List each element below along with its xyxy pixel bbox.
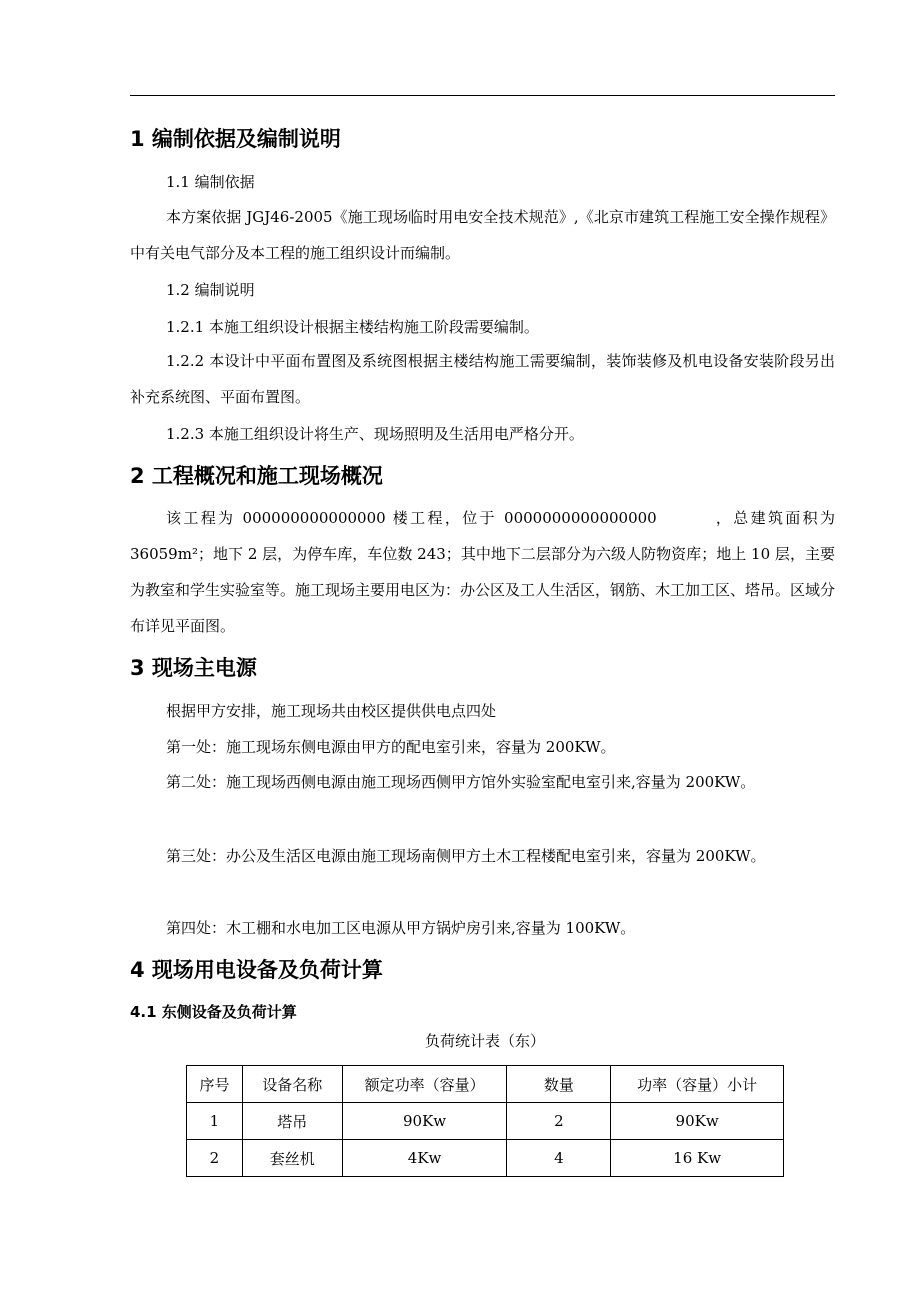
table-row bbox=[187, 1140, 784, 1177]
power-source-2: 第二处：施工现场西侧电源由施工现场西侧甲方馆外实验室配电室引来,容量为 200KW。 bbox=[166, 773, 756, 791]
power-source-3: 第三处：办公及生活区电源由施工现场南侧甲方土木工程楼配电室引来，容量为 200KW。 bbox=[166, 847, 766, 865]
table-cell: 2 bbox=[187, 1140, 243, 1177]
item-1-2-2: 1.2.2 本设计中平面布置图及系统图根据主楼结构施工需要编制，装饰装修及机电设备安装阶段另出补充系统图、平面布置图。 bbox=[130, 352, 835, 406]
item-1-2-3: 1.2.3 本施工组织设计将生产、现场照明及生活用电严格分开。 bbox=[166, 425, 584, 443]
section-2-heading: 2 工程概况和施工现场概况 bbox=[130, 464, 383, 488]
power-source-4: 第四处：木工棚和水电加工区电源从甲方锅炉房引来,容量为 100KW。 bbox=[166, 919, 636, 937]
subsection-1-1-text: 本方案依据 JGJ46-2005《施工现场临时用电安全技术规范》,《北京市建筑工程施工安全操作规程》中有关电气部分及本工程的施工组织设计而编制。 bbox=[130, 208, 835, 262]
table-header-cell: 功率（容量）小计 bbox=[611, 1066, 784, 1103]
table-cell: 4Kw bbox=[342, 1140, 507, 1177]
header-rule bbox=[130, 95, 835, 96]
table-header-cell: 额定功率（容量） bbox=[342, 1066, 507, 1103]
table-header-row bbox=[187, 1066, 784, 1103]
table-cell: 4 bbox=[507, 1140, 611, 1177]
power-source-intro: 根据甲方安排，施工现场共由校区提供供电点四处 bbox=[166, 702, 497, 720]
table-cell: 2 bbox=[507, 1103, 611, 1140]
table-row bbox=[187, 1103, 784, 1140]
subsection-1-1-heading: 1.1 编制依据 bbox=[166, 173, 255, 191]
table-header-cell: 设备名称 bbox=[242, 1066, 342, 1103]
table-cell: 90Kw bbox=[342, 1103, 507, 1140]
table-cell: 16 Kw bbox=[611, 1140, 784, 1177]
table-cell: 套丝机 bbox=[242, 1140, 342, 1177]
power-source-1: 第一处：施工现场东侧电源由甲方的配电室引来，容量为 200KW。 bbox=[166, 738, 616, 756]
section-3-heading: 3 现场主电源 bbox=[130, 656, 257, 680]
table-caption: 负荷统计表（东） bbox=[424, 1032, 545, 1050]
subsection-4-1-heading: 4.1 东侧设备及负荷计算 bbox=[130, 1003, 297, 1021]
section-1-heading: 1 编制依据及编制说明 bbox=[130, 127, 341, 151]
table-header-cell: 数量 bbox=[507, 1066, 611, 1103]
table-cell: 1 bbox=[187, 1103, 243, 1140]
section-4-heading: 4 现场用电设备及负荷计算 bbox=[130, 958, 383, 982]
load-statistics-table bbox=[186, 1065, 784, 1177]
item-1-2-1: 1.2.1 本施工组织设计根据主楼结构施工阶段需要编制。 bbox=[166, 318, 539, 336]
subsection-1-2-heading: 1.2 编制说明 bbox=[166, 281, 255, 299]
section-2-text: 该工程为 000000000000000 楼工程，位于 0000000000000000 ，总建筑面积为 36059m²；地下 2 层，为停车库，车位数 243；其中地下二层部分为六级人防物资库；地上 10 层，主要为教室和学生实验室等。施工现场主要用电区为：办公区及工人生活区，钢筋、木工加工区、塔吊。区域分布详见平面图。 bbox=[130, 509, 836, 635]
table-header-cell: 序号 bbox=[187, 1066, 243, 1103]
table-cell: 塔吊 bbox=[242, 1103, 342, 1140]
table-cell: 90Kw bbox=[611, 1103, 784, 1140]
